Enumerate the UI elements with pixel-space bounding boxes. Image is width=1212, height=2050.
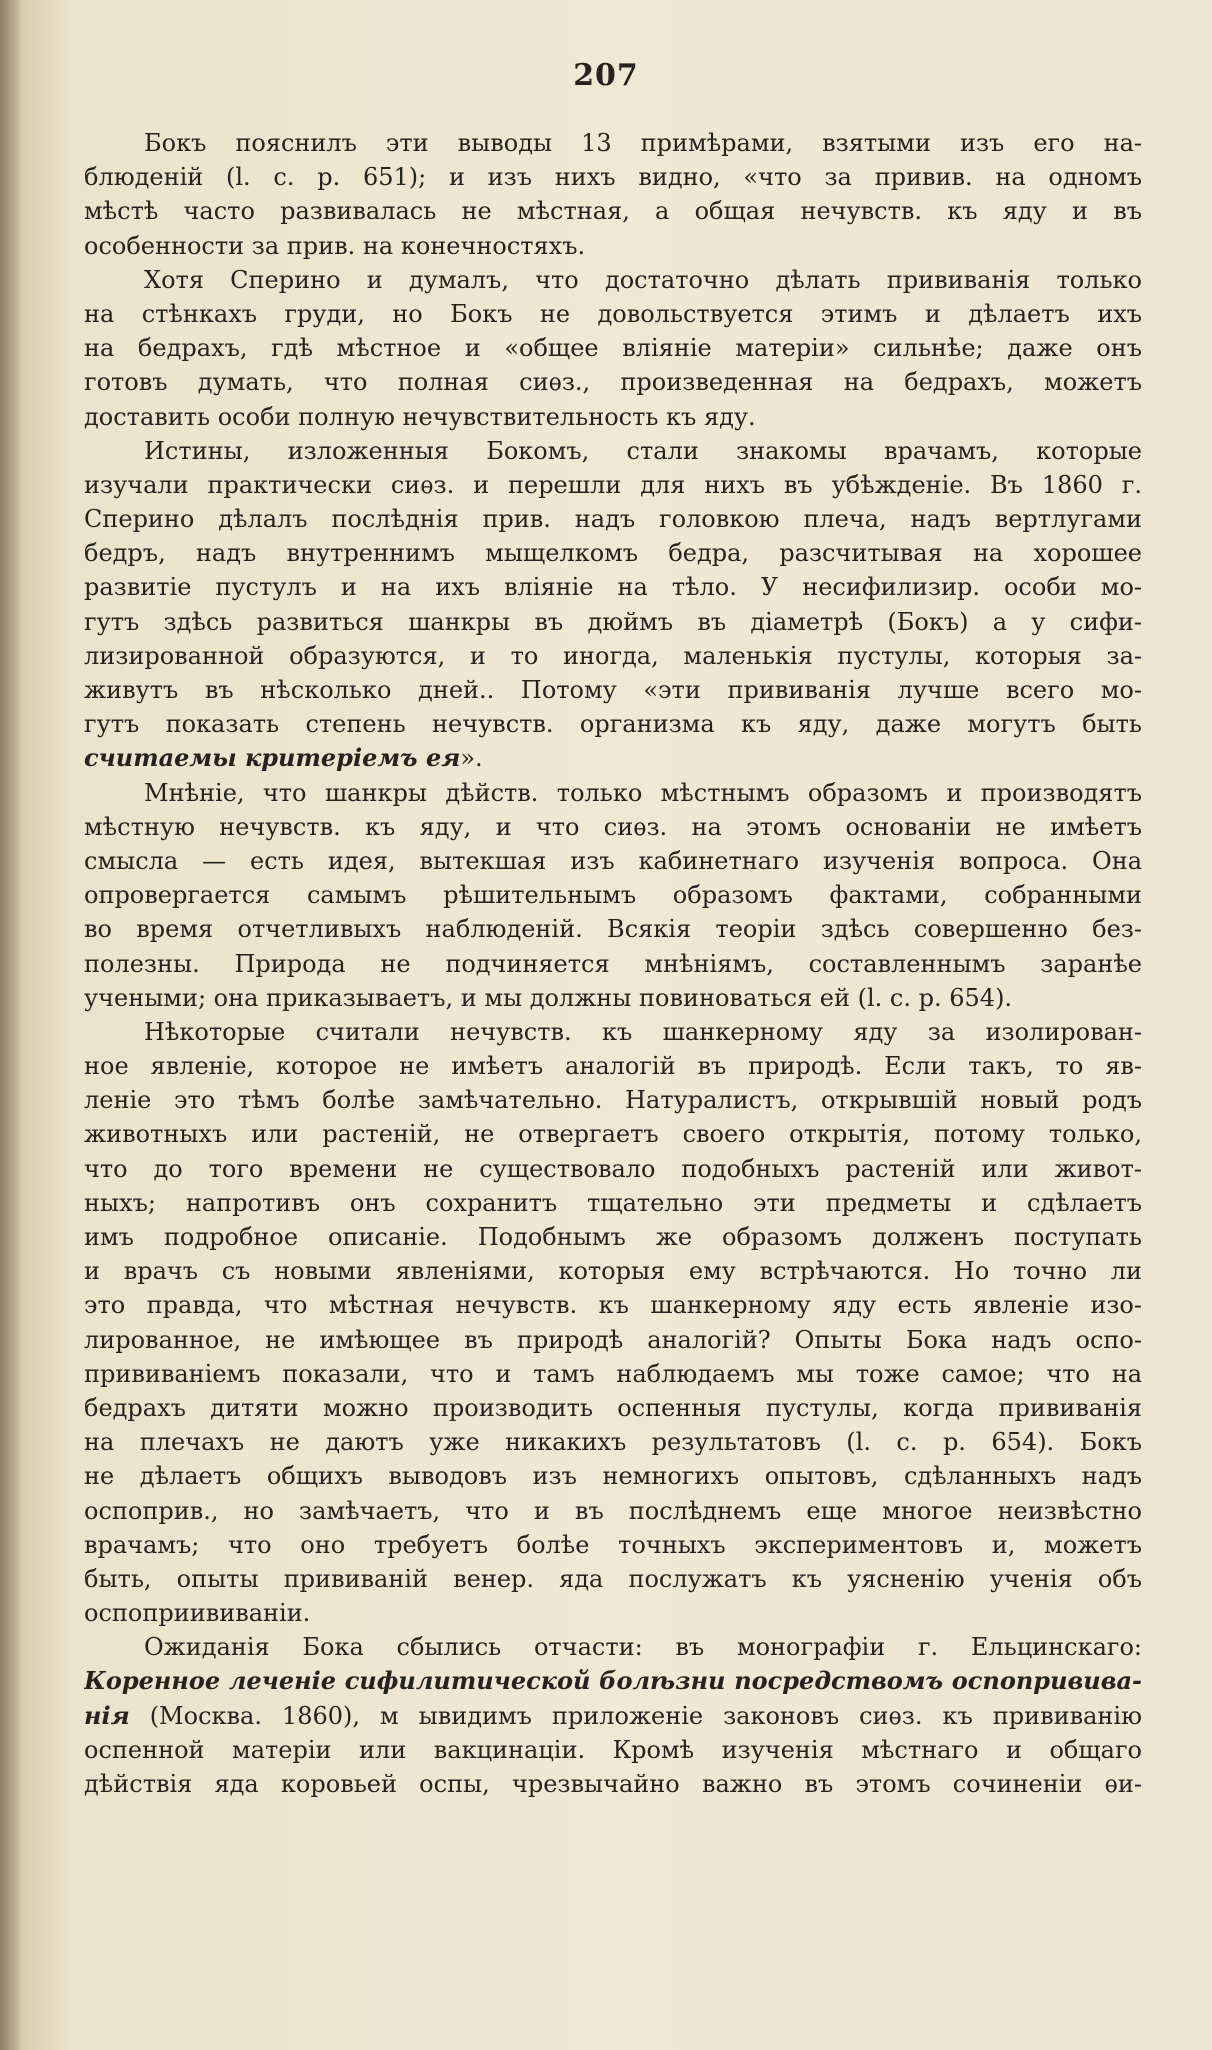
text-line-content: ное явленіе, которое не имѣетъ аналогій въ природѣ. Если такъ, то яв- xyxy=(84,1052,1142,1081)
text-line xyxy=(84,126,1142,160)
text-line xyxy=(84,1117,1142,1151)
text-line xyxy=(84,776,1142,810)
text-line xyxy=(84,1049,1142,1083)
text-line-content: готовъ думать, что полная сиѳз., произведенная на бедрахъ, можетъ xyxy=(84,368,1142,397)
text-line xyxy=(84,981,1142,1015)
text-line-content: Мнѣніе, что шанкры дѣйств. только мѣстнымъ образомъ и производятъ xyxy=(144,778,1142,807)
text-line xyxy=(84,1630,1142,1664)
text-line xyxy=(84,536,1142,570)
text-line xyxy=(84,365,1142,399)
text-line xyxy=(84,912,1142,946)
text-line-content: доставить особи полную нечувствительность къ яду. xyxy=(84,402,756,431)
page-number: 207 xyxy=(573,58,639,93)
text-line-content: гутъ здѣсь развиться шанкры въ дюймъ въ діаметрѣ (Бокъ) а у сифи- xyxy=(84,607,1142,636)
text-line-content: учеными; она приказываетъ, и мы должны повиноваться ей (l. c. p. 654). xyxy=(84,983,1013,1012)
text-line xyxy=(84,810,1142,844)
text-line-content: что до того времени не существовало подобныхъ растеній или живот- xyxy=(84,1154,1142,1183)
text-line-tail: ». xyxy=(460,744,483,773)
text-line-content: развитіе пустулъ и на ихъ вліяніе на тѣло. У несифилизир. особи мо- xyxy=(84,573,1142,602)
text-line xyxy=(84,160,1142,194)
text-line xyxy=(84,1391,1142,1425)
text-line-content: живутъ въ нѣсколько дней.. Потому «эти прививанія лучше всего мо- xyxy=(84,676,1142,704)
text-line-content: во время отчетливыхъ наблюденій. Всякія теоріи здѣсь совершенно без- xyxy=(84,915,1142,944)
text-line-content: врачамъ; что оно требуетъ болѣе точныхъ экспериментовъ и, можетъ xyxy=(84,1530,1142,1559)
italic-emphasis: считаемы критеріемъ ея xyxy=(84,743,461,773)
text-line-content: Хотя Сперино и думалъ, что достаточно дѣлать прививанія только xyxy=(144,265,1142,294)
text-line-content: леніе это тѣмъ болѣе замѣчательно. Натуралистъ, открывшій новый родъ xyxy=(84,1086,1142,1115)
text-line-content: особенности за прив. на конечностяхъ. xyxy=(84,231,586,260)
text-line xyxy=(84,1767,1142,1801)
text-line xyxy=(84,1288,1142,1322)
text-line xyxy=(84,1152,1142,1186)
text-line xyxy=(84,1494,1142,1528)
text-line-content: ныхъ; напротивъ онъ сохранитъ тщательно эти предметы и сдѣлаетъ xyxy=(84,1188,1142,1217)
text-line xyxy=(84,947,1142,981)
text-line xyxy=(84,1699,1142,1733)
book-spine-shadow xyxy=(0,0,22,2050)
text-line xyxy=(84,1664,1142,1698)
text-line-content: лизированной образуются, и то иногда, маленькія пустулы, которыя за- xyxy=(84,641,1142,670)
text-line-tail: (Москва. 1860), м ывидимъ приложеніе законовъ сиѳз. къ прививанію xyxy=(129,1701,1142,1730)
text-line-content: лированное, не имѣющее въ природѣ аналогій? Опыты Бока надъ оспо- xyxy=(84,1325,1142,1354)
text-line xyxy=(84,502,1142,536)
text-line-content: Сперино дѣлалъ послѣднія прив. надъ головкою плеча, надъ вертлугами xyxy=(84,505,1142,534)
text-line xyxy=(84,468,1142,502)
text-line xyxy=(84,844,1142,878)
text-line xyxy=(84,1528,1142,1562)
text-line xyxy=(84,1733,1142,1767)
italic-emphasis: Коренное леченіе сифилитической болѣзни посредствомъ оспопривива- xyxy=(84,1666,1142,1696)
italic-emphasis: нія xyxy=(84,1700,130,1730)
text-line xyxy=(84,297,1142,331)
text-line xyxy=(84,570,1142,604)
text-line-content: изучали практически сиѳз. и перешли для нихъ въ убѣжденіе. Въ 1860 г. xyxy=(84,470,1142,499)
text-line-content: полезны. Природа не подчиняется мнѣніямъ, составленнымъ заранѣе xyxy=(84,949,1142,978)
text-line xyxy=(84,331,1142,365)
text-line xyxy=(84,741,1142,775)
text-line-content: это правда, что мѣстная нечувств. къ шанкерному яду есть явленіе изо- xyxy=(84,1291,1142,1320)
text-line xyxy=(84,194,1142,228)
text-line xyxy=(84,229,1142,263)
text-line-content: Истины, изложенныя Бокомъ, стали знакомы врачамъ, которые xyxy=(144,436,1142,465)
text-line xyxy=(84,1357,1142,1391)
text-line-content: Бокъ пояснилъ эти выводы 13 примѣрами, взятыми изъ его на- xyxy=(144,129,1142,157)
text-line xyxy=(84,1459,1142,1493)
text-line-content: на плечахъ не даютъ уже никакихъ результатовъ (l. c. p. 654). Бокъ xyxy=(84,1428,1142,1457)
text-line xyxy=(84,878,1142,912)
text-line-content: на стѣнкахъ груди, но Бокъ не довольствуется этимъ и дѣлаетъ ихъ xyxy=(84,299,1142,328)
text-line-content: Нѣкоторые считали нечувств. къ шанкерному яду за изолирован- xyxy=(144,1017,1142,1046)
text-line-content: мѣстную нечувств. къ яду, и что сиѳз. на этомъ основаніи не имѣетъ xyxy=(84,812,1142,841)
text-line xyxy=(84,1254,1142,1288)
text-line xyxy=(84,1425,1142,1459)
text-line-content: бедрахъ дитяти можно производить оспенныя пустулы, когда прививанія xyxy=(84,1393,1142,1422)
text-line-content: имъ подробное описаніе. Подобнымъ же образомъ долженъ поступать xyxy=(84,1223,1142,1251)
text-line xyxy=(84,263,1142,297)
text-line-content: оспоприививаніи. xyxy=(84,1599,311,1628)
text-line-content: оспоприв., но замѣчаетъ, что и въ послѣднемъ еще многое неизвѣстно xyxy=(84,1496,1142,1525)
text-line xyxy=(84,707,1142,741)
text-line-content: животныхъ или растеній, не отвергаетъ своего открытія, потому только, xyxy=(84,1120,1142,1149)
text-line-content: гутъ показать степень нечувств. организма къ яду, даже могутъ быть xyxy=(84,710,1142,739)
text-line-content: оспенной матеріи или вакцинаціи. Кромѣ изученія мѣстнаго и общаго xyxy=(84,1735,1142,1764)
text-line xyxy=(84,1596,1142,1630)
text-line-content: опровергается самымъ рѣшительнымъ образомъ фактами, собранными xyxy=(84,881,1142,910)
text-line xyxy=(84,1562,1142,1596)
text-line-content: и врачъ съ новыми явленіями, которыя ему встрѣчаются. Но точно ли xyxy=(84,1257,1142,1286)
text-line-content: не дѣлаетъ общихъ выводовъ изъ немногихъ опытовъ, сдѣланныхъ надъ xyxy=(84,1462,1142,1491)
text-line xyxy=(84,639,1142,673)
text-line-content: дѣйствія яда коровьей оспы, чрезвычайно важно въ этомъ сочиненіи ѳи- xyxy=(84,1770,1142,1798)
text-line-content: бедръ, надъ внутреннимъ мыщелкомъ бедра, разсчитывая на хорошее xyxy=(84,539,1142,568)
text-line-content: быть, опыты прививаній венер. яда послужатъ къ уясненію ученія объ xyxy=(84,1564,1142,1593)
text-line-content: смысла — есть идея, вытекшая изъ кабинетнаго изученія вопроса. Она xyxy=(84,846,1142,875)
text-line-content: блюденій (l. c. p. 651); и изъ нихъ видно, «что за привив. на одномъ xyxy=(84,163,1142,192)
text-line-content: мѣстѣ часто развивалась не мѣстная, а общая нечувств. къ яду и въ xyxy=(84,197,1142,226)
text-line xyxy=(84,673,1142,707)
text-line xyxy=(84,1186,1142,1220)
body-text xyxy=(84,126,1142,1801)
text-line xyxy=(84,1015,1142,1049)
text-line xyxy=(84,605,1142,639)
text-line-content: на бедрахъ, гдѣ мѣстное и «общее вліяніе матеріи» сильнѣе; даже онъ xyxy=(84,334,1142,363)
text-line-content: прививаніемъ показали, что и тамъ наблюдаемъ мы тоже самое; что на xyxy=(84,1359,1142,1388)
text-line xyxy=(84,434,1142,468)
text-line xyxy=(84,1083,1142,1117)
text-line xyxy=(84,1323,1142,1357)
text-line xyxy=(84,1220,1142,1254)
text-line xyxy=(84,400,1142,434)
text-line-content: Ожиданія Бока сбылись отчасти: въ монографіи г. Ельцинскаго: xyxy=(144,1633,1142,1662)
